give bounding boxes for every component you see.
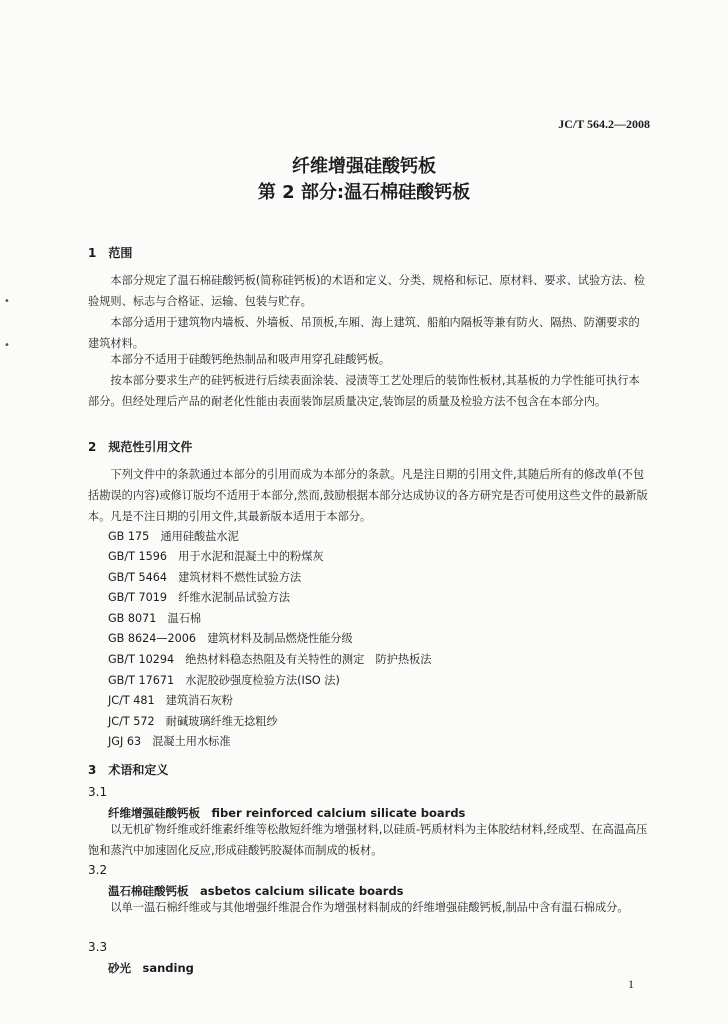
- reference-item: GB/T 7019 纤维水泥制品试验方法: [108, 591, 291, 604]
- reference-item: JGJ 63 混凝土用水标准: [108, 735, 231, 748]
- reference-item: GB 175 通用硅酸盐水泥: [108, 530, 239, 543]
- term-definition: 以无机矿物纤维或纤维素纤维等松散短纤维为增强材料,以硅质-钙质材料为主体胶结材料,经成型、在高温高压饱和蒸汽中加速固化反应,形成硅酸钙胶凝体而制成的板材。: [88, 823, 648, 857]
- reference-item: JC/T 481 建筑消石灰粉: [108, 694, 233, 707]
- reference-item: GB/T 1596 用于水泥和混凝土中的粉煤灰: [108, 550, 324, 563]
- term-title: 纤维增强硅酸钙板 fiber reinforced calcium silicate boards: [108, 806, 466, 820]
- reference-item: GB/T 5464 建筑材料不燃性试验方法: [108, 571, 302, 584]
- paragraph: 下列文件中的条款通过本部分的引用而成为本部分的条款。凡是注日期的引用文件,其随后所有的修改单(不包括勘误的内容)或修订版均不适用于本部分,然而,鼓励根据本部分达成协议的各方研究是否可使用这些文件的最新版本。凡是不注日期的引用文件,其最新版本适用于本部分。: [88, 468, 648, 523]
- section-heading-scope: 1 范围: [88, 246, 133, 260]
- paragraph: 按本部分要求生产的硅钙板进行后续表面涂装、浸渍等工艺处理后的装饰性板材,其基板的力学性能可执行本部分。但经处理后产品的耐老化性能由表面装饰层质量决定,装饰层的质量及检验方法不包含在本部分内。: [88, 374, 640, 408]
- section-heading-normative-references: 2 规范性引用文件: [88, 440, 193, 454]
- page-number: 1: [628, 977, 634, 991]
- margin-mark: •: [4, 296, 10, 307]
- term-number: 3.1: [88, 785, 108, 799]
- term-title: 砂光 sanding: [108, 961, 194, 975]
- term-number: 3.2: [88, 863, 108, 877]
- reference-item: GB 8624—2006 建筑材料及制品燃烧性能分级: [108, 632, 353, 645]
- paragraph: 本部分适用于建筑物内墙板、外墙板、吊顶板,车厢、海上建筑、船舶内隔板等兼有防火、隔热、防潮要求的建筑材料。: [88, 316, 640, 350]
- term-number: 3.3: [88, 940, 108, 954]
- margin-mark: •: [4, 340, 10, 351]
- document-title: 纤维增强硅酸钙板: [292, 156, 436, 177]
- reference-item: JC/T 572 耐碱玻璃纤维无捻粗纱: [108, 715, 278, 728]
- standard-code: JC/T 564.2—2008: [558, 117, 650, 131]
- reference-item: GB/T 10294 绝热材料稳态热阻及有关特性的测定 防护热板法: [108, 653, 432, 666]
- term-definition: 以单一温石棉纤维或与其他增强纤维混合作为增强材料制成的纤维增强硅酸钙板,制品中含有温石棉成分。: [88, 901, 629, 914]
- term-title: 温石棉硅酸钙板 asbetos calcium silicate boards: [108, 884, 404, 898]
- reference-item: GB/T 17671 水泥胶砂强度检验方法(ISO 法): [108, 674, 340, 687]
- reference-item: GB 8071 温石棉: [108, 612, 202, 625]
- document-subtitle: 第 2 部分:温石棉硅酸钙板: [257, 182, 471, 203]
- section-heading-terms-and-definitions: 3 术语和定义: [88, 763, 169, 777]
- paragraph: 本部分规定了温石棉硅酸钙板(简称硅钙板)的术语和定义、分类、规格和标记、原材料、要求、试验方法、检验规则、标志与合格证、运输、包装与贮存。: [88, 274, 645, 308]
- paragraph: 本部分不适用于硅酸钙绝热制品和吸声用穿孔硅酸钙板。: [88, 353, 391, 366]
